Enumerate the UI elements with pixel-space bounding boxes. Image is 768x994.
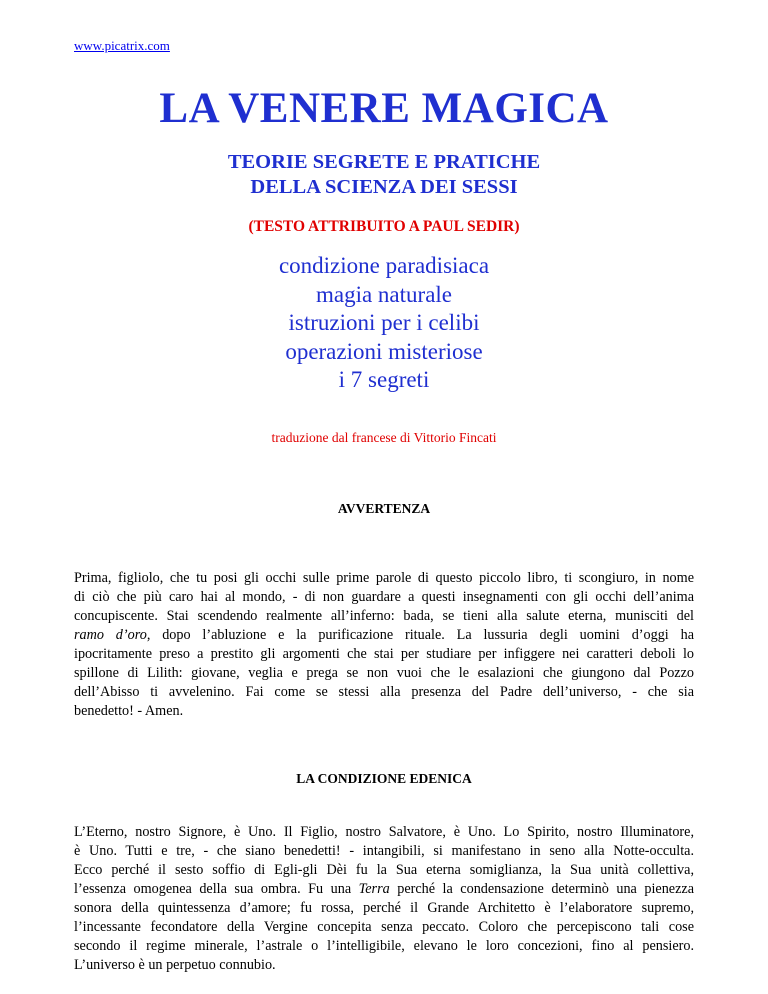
paragraph-line: Prima, figliolo, che tu posi gli occhi sulle prime parole di questo piccolo libro, ti scongiuro, in nome xyxy=(74,570,694,586)
attribution: (TESTO ATTRIBUITO A PAUL SEDIR) xyxy=(248,218,520,235)
paragraph-line: benedetto! - Amen. xyxy=(74,703,184,719)
italic-word: Terra xyxy=(358,881,390,897)
topics-list xyxy=(0,252,768,395)
paragraph-text: l’essenza omogenea della sua ombra. Fu una xyxy=(74,881,359,897)
topic-item: condizione paradisiaca xyxy=(278,253,490,278)
paragraph-line: spillone di Lilith: giovane, veglia e prega se non vuoi che le esalazioni che giungono dal Pozzo xyxy=(74,665,694,681)
paragraph-text: , dopo l’abluzione e la purificazione rituale. La lussuria degli uomini d’oggi ha xyxy=(146,627,694,643)
paragraph-avvertenza xyxy=(74,569,694,721)
section-heading-condizione-edenica: LA CONDIZIONE EDENICA xyxy=(296,771,472,786)
paragraph-line: Ecco perché il sesto soffio di Egli-gli Dèi fu la Sua eterna somiglianza, la Sua unità collettiva, xyxy=(74,862,694,878)
paragraph-line: dell’Abisso ti avvelenino. Fai come se stessi alla presenza del Padre dell’universo, - che sia xyxy=(74,684,694,700)
paragraph-line: l’incessante fecondatore della Vergine concepita senza peccato. Coloro che percepiscono tali cose xyxy=(74,919,694,935)
paragraph-condizione-edenica xyxy=(74,823,694,975)
document-subtitle xyxy=(0,150,768,200)
topic-item: i 7 segreti xyxy=(338,367,430,392)
paragraph-line: secondo il regime minerale, l’astrale o l’intelligibile, elevano le loro concezioni, fino al pensiero. xyxy=(74,938,694,954)
paragraph-line: concupiscente. Stai scendendo realmente all’inferno: bada, se tieni alla salute eterna, munisciti del xyxy=(74,608,694,624)
header-link[interactable]: www.picatrix.com xyxy=(74,38,170,53)
paragraph-line: L’universo è un perpetuo connubio. xyxy=(74,957,276,973)
document-title: LA VENERE MAGICA xyxy=(159,85,609,132)
paragraph-line: è Uno. Tutti e tre, - che siano benedetti! - intangibili, si manifestano in seno alla Notte-occulta. xyxy=(74,843,694,859)
section-heading-avvertenza: AVVERTENZA xyxy=(337,501,431,516)
paragraph-text: perché la condensazione determinò una pienezza xyxy=(389,881,694,897)
subtitle-line: TEORIE SEGRETE E PRATICHE xyxy=(227,151,541,173)
italic-phrase: ramo d’oro xyxy=(74,627,147,643)
topic-item: operazioni misteriose xyxy=(285,338,483,364)
paragraph-line: ipocritamente preso a prestito gli argomenti che stai per studiare per infiggere nei caratteri deboli lo xyxy=(74,646,694,662)
paragraph-line xyxy=(74,880,694,899)
paragraph-line: L’Eterno, nostro Signore, è Uno. Il Figlio, nostro Salvatore, è Uno. Lo Spirito, nostro Illuminatore, xyxy=(74,824,694,840)
paragraph-line xyxy=(74,626,694,645)
paragraph-line: sonora della quintessenza d’amore; fu rossa, perché il Grande Architetto è l’elaboratore supremo, xyxy=(74,900,694,916)
paragraph-line: di ciò che più caro hai al mondo, - di non guardare a questi insegnamenti con gli occhi dell’anima xyxy=(74,589,694,605)
translation-note: traduzione dal francese di Vittorio Fincati xyxy=(271,430,497,445)
subtitle-line: DELLA SCIENZA DEI SESSI xyxy=(250,176,518,198)
topic-item: magia naturale xyxy=(315,281,452,307)
topic-item: istruzioni per i celibi xyxy=(288,310,480,335)
